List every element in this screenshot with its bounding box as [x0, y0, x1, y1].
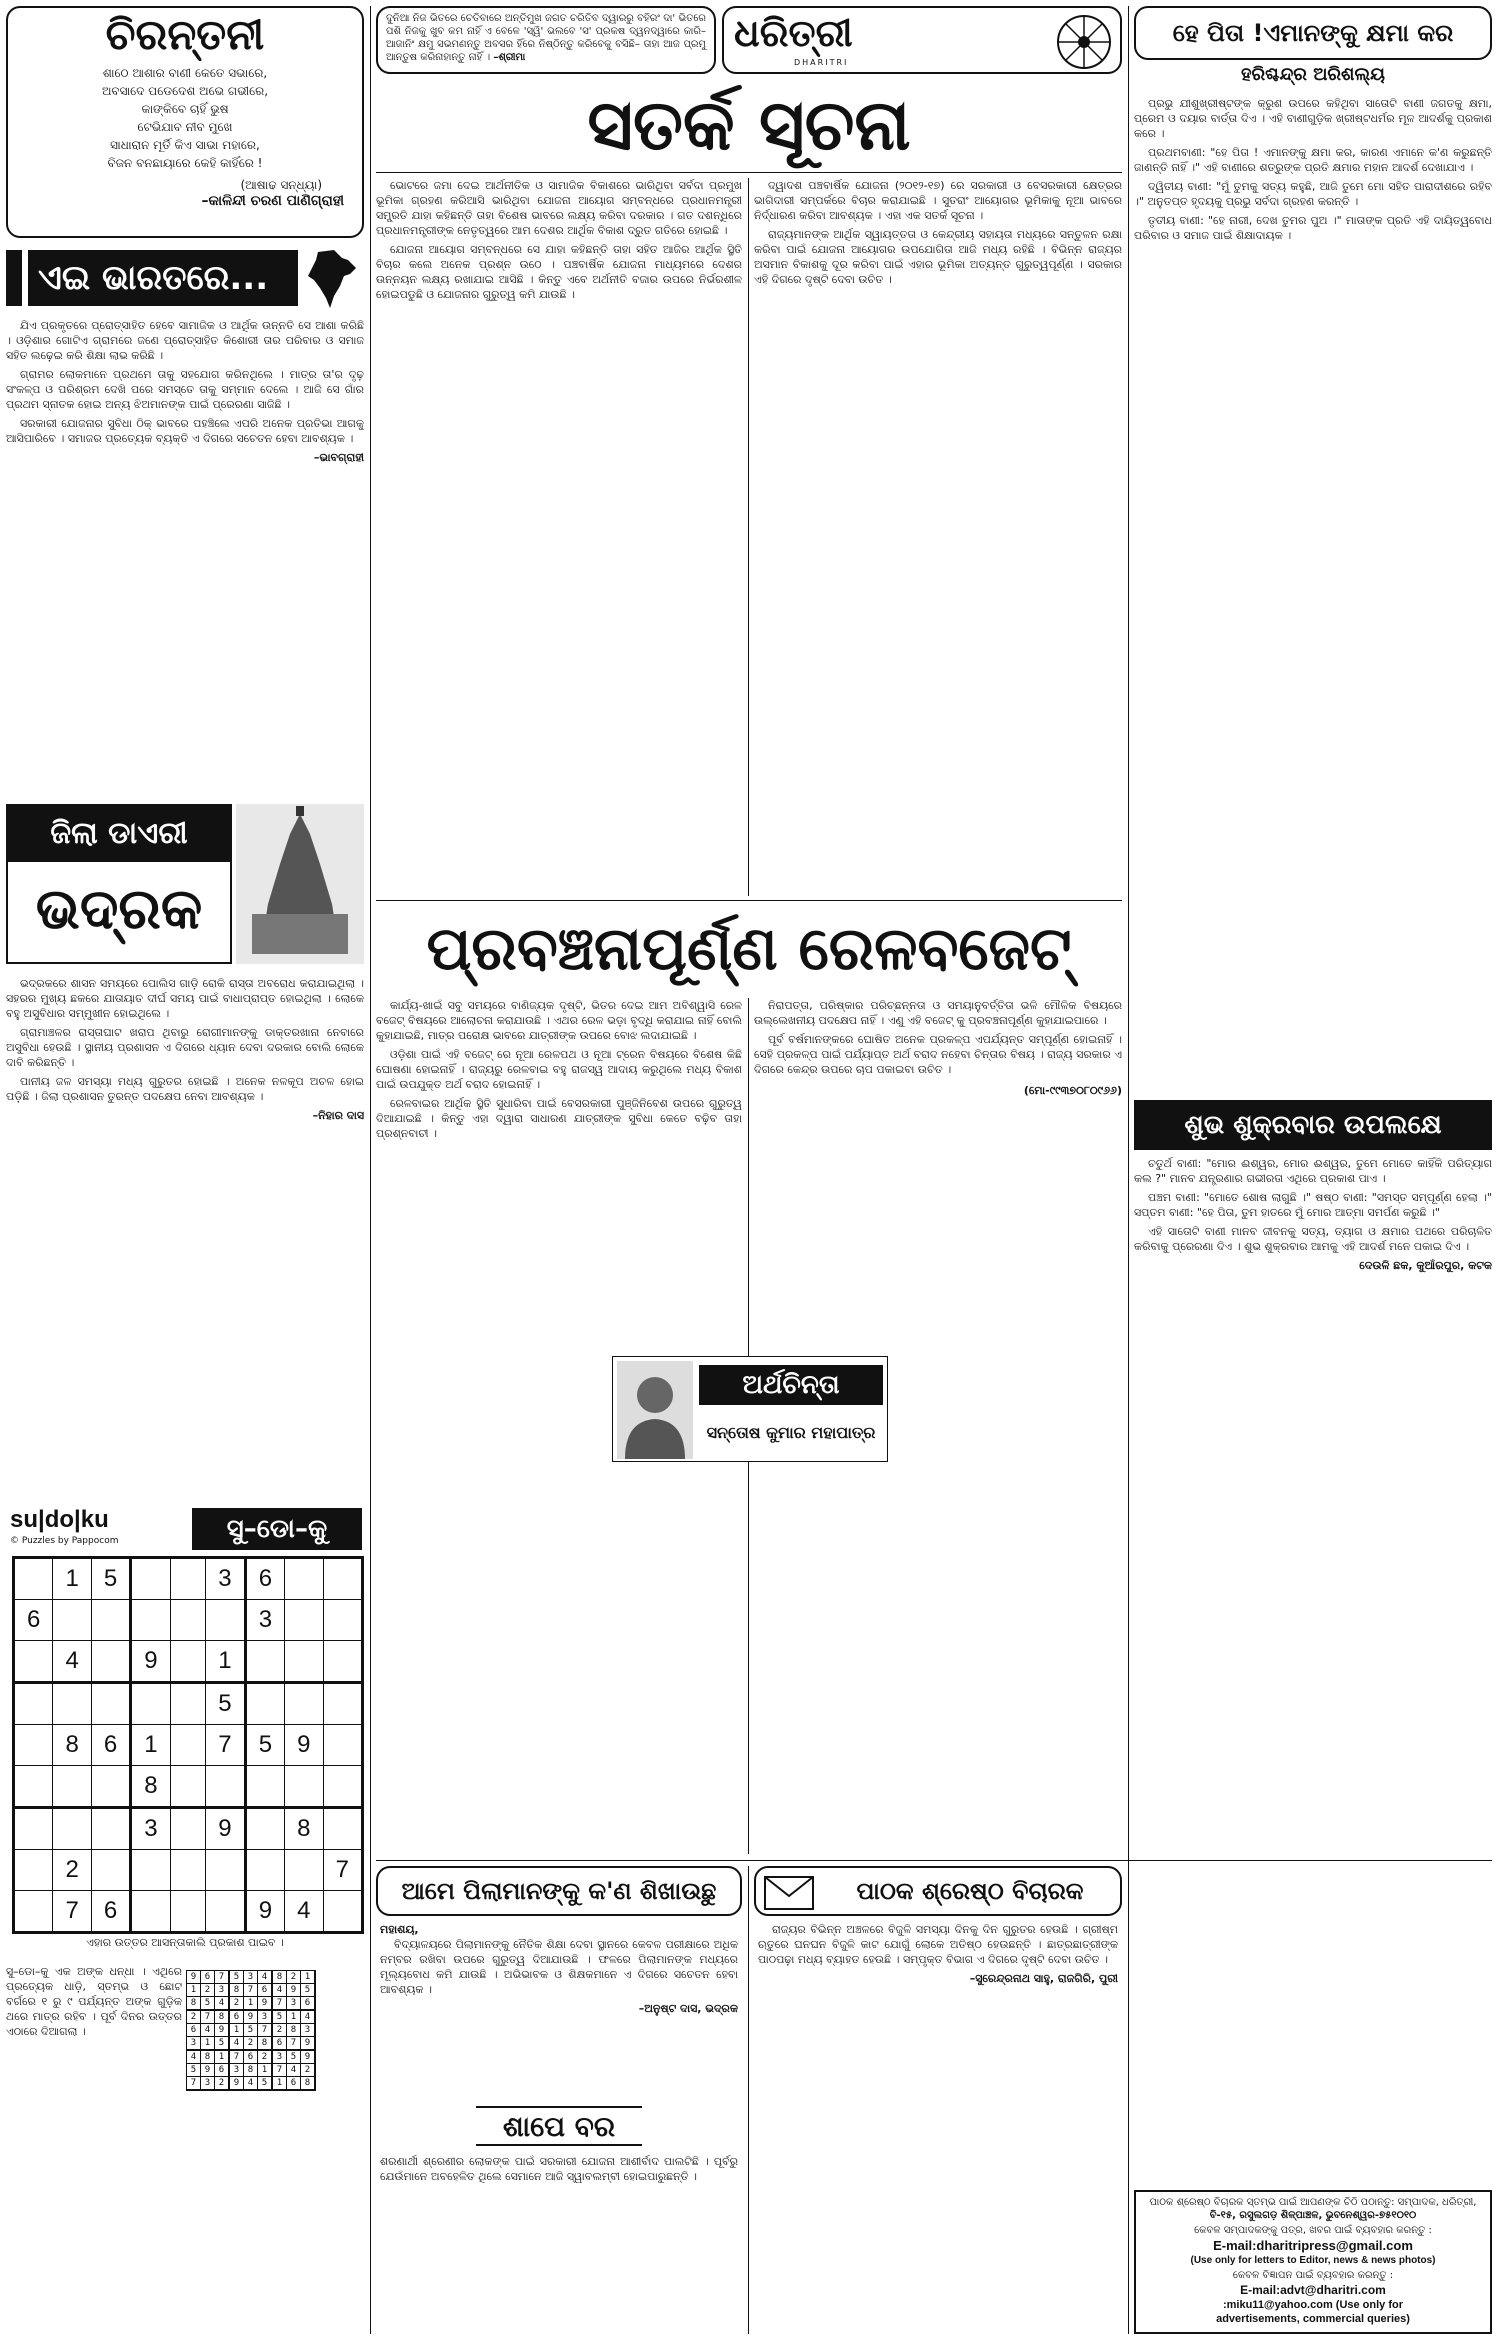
grid-cell: 5	[229, 1971, 244, 1984]
paragraph: ଦ୍ୱାଦଶ ପଞ୍ଚବାର୍ଷିକ ଯୋଜନା (୨୦୧୨-୧୭) ରେ ସରକାରୀ ଓ ବେସରକାରୀ କ୍ଷେତ୍ରର ଭାଗିଦାରୀ ସମ୍ପର୍କରେ ବିଚାର କରାଯାଇଛି । ସୁତରାଂ ଆୟୋଗର ଭୂମିକାକୁ ନୂଆ ଭାବରେ ନିର୍ଦ୍ଧାରଣ କରିବା ଆବଶ୍ୟକ । ଏହା ଏକ ସତର୍କ ସୂଚନା ।	[754, 179, 1122, 222]
grid-cell	[91, 1600, 130, 1641]
grid-cell: 2	[244, 2037, 258, 2051]
grid-cell: 3	[215, 1984, 230, 1997]
grid-cell: 1	[229, 2024, 244, 2037]
hey-pita-address: ଦେଉଳି ଛକ, କୁଆଁରପୁର, କଟକ	[1359, 1259, 1492, 1272]
grid-cell	[170, 1641, 206, 1683]
quote-author: –ଶ୍ରୀମା	[493, 52, 526, 63]
grid-cell: 3	[301, 2024, 316, 2037]
grid-cell: 1	[244, 1997, 258, 2011]
grid-cell: 7	[206, 1725, 245, 1766]
grid-row	[14, 1558, 363, 1600]
grid-row	[187, 2024, 316, 2037]
chirantani-source: (ଆଷାଢ ସନ୍ଧ୍ୟା)	[240, 178, 322, 192]
signoff: –ଅନୁଷ୍ଟ ଦାସ, ଭଦ୍ରକ	[638, 2002, 738, 2015]
grid-cell: 8	[201, 2050, 215, 2064]
grid-cell: 7	[323, 1850, 362, 1891]
grid-cell: 2	[301, 2064, 316, 2077]
pathaka-section	[754, 1866, 1122, 2334]
grid-cell: 6	[244, 2050, 258, 2064]
hey-pita-title: ହେ ପିତା !ଏମାନଙ୍କୁ କ୍ଷମା କର	[1134, 6, 1492, 60]
column-divider	[370, 6, 371, 2334]
chirantani-title: ଚିରନ୍ତନୀ	[105, 10, 265, 59]
hey-pita-body-2	[1134, 1156, 1492, 1756]
grid-cell	[14, 1641, 53, 1683]
grid-cell	[206, 1766, 245, 1808]
column-divider	[1128, 6, 1129, 2334]
grid-cell	[170, 1600, 206, 1641]
jilla-diary-body	[6, 976, 364, 1496]
grid-cell: 4	[187, 2050, 201, 2064]
grid-cell: 2	[187, 2010, 201, 2024]
grid-cell: 1	[301, 1971, 316, 1984]
pathaka-title-box	[754, 1866, 1122, 1916]
ame-pila-title: ଆମେ ପିଲାମାନଙ୍କୁ କ'ଣ ଶିଖାଉଛୁ	[376, 1866, 742, 1916]
grid-row	[187, 2077, 316, 2091]
grid-cell: 3	[258, 2010, 273, 2024]
shape-bara-body: ଶରଣାର୍ଥୀ ଶ୍ରେଣୀର ଲୋକଙ୍କ ପାଇଁ ସରକାରୀ ଯୋଜନା ଆଶୀର୍ବାଦ ପାଲଟିଛି । ପୂର୍ବରୁ ଯେଉଁମାନେ ଅବହେଳିତ ଥିଲେ ସେମାନେ ଆଜି ସ୍ୱାବଲମ୍ବୀ ହୋଇପାରୁଛନ୍ତି ।	[380, 2155, 738, 2183]
paragraph: ପ୍ରଥମବାଣୀ: "ହେ ପିତା ! ଏମାନଙ୍କୁ କ୍ଷମା କର, କାରଣ ଏମାନେ କ'ଣ କରୁଛନ୍ତି ଜାଣନ୍ତି ନାହିଁ ।" ଏହି ବାଣୀରେ ଶତ୍ରୁଙ୍କ ପ୍ରତି କ୍ଷମାର ମହାନ ଆଦର୍ଶ ଦେଖାଯାଏ ।	[1134, 146, 1492, 174]
grid-cell: 7	[287, 2037, 301, 2051]
grid-row	[187, 2037, 316, 2051]
shape-bara-title: ଶାପେ ବର	[476, 2106, 642, 2146]
sudoku-answer-note: ଏହାର ଉତ୍ତର ଆସନ୍ତାକାଲି ପ୍ରକାଶ ପାଇବ ।	[86, 1936, 284, 1949]
grid-cell	[245, 1641, 284, 1683]
grid-cell: 5	[206, 1683, 245, 1725]
sudoku-header	[6, 1504, 364, 1554]
grid-cell: 8	[53, 1725, 91, 1766]
india-map-icon	[298, 246, 364, 312]
verse-line: କାଙ୍କିବେ ଚାହିଁ ଭୁଷ	[141, 102, 229, 116]
grid-cell: 3	[201, 2077, 215, 2091]
rule	[376, 900, 1122, 901]
grid-cell	[14, 1850, 53, 1891]
sudoku-logo: su|do|ku	[10, 1506, 109, 1533]
grid-cell: 8	[272, 1971, 287, 1984]
grid-cell: 4	[244, 2077, 258, 2091]
grid-cell: 6	[215, 2064, 230, 2077]
ame-pila-body	[380, 1922, 738, 2102]
grid-cell	[14, 1558, 53, 1600]
adv-email-link-2[interactable]: :miku11@yahoo.com (Use only for	[1222, 2299, 1404, 2311]
grid-cell	[170, 1891, 206, 1933]
grid-row	[14, 1850, 363, 1891]
header-bar	[6, 250, 22, 306]
grid-cell: 1	[53, 1558, 91, 1600]
grid-cell: 3	[245, 1600, 284, 1641]
paragraph: ରାଜ୍ୟମାନଙ୍କ ଆର୍ଥିକ ସ୍ୱାୟତ୍ତତା ଓ କେନ୍ଦ୍ରୀୟ ସହାୟତା ମଧ୍ୟରେ ସନ୍ତୁଳନ ରକ୍ଷା କରିବା ପାଇଁ ଯୋଜନା ଆୟୋଗର ଉପଯୋଗିତା ଆଜି ମଧ୍ୟ ରହିଛି । ବିଭିନ୍ନ ରାଜ୍ୟର ଅସମାନ ବିକାଶକୁ ଦୂର କରିବା ପାଇଁ ଏହାର ଭୂମିକା ଅତ୍ୟନ୍ତ ଗୁରୁତ୍ୱପୂର୍ଣ୍ଣ । ସରକାର ଏହି ଦିଗରେ ଦୃଷ୍ଟି ଦେବା ଉଚିତ ।	[754, 228, 1122, 286]
grid-cell: 6	[91, 1891, 130, 1933]
verse-line: ଶାଠେ ଆଶାର ବାଣୀ କେତେ ସଭାରେ,	[102, 66, 268, 80]
grid-cell: 9	[131, 1641, 170, 1683]
grid-cell	[245, 1683, 284, 1725]
grid-cell: 6	[187, 2024, 201, 2037]
contact-label: କେବଳ ବିଜ୍ଞାପନ ପାଇଁ ବ୍ୟବହାର କରନ୍ତୁ :	[1232, 2270, 1394, 2281]
grid-cell: 3	[287, 1997, 301, 2011]
grid-cell	[53, 1766, 91, 1808]
grid-cell	[285, 1683, 323, 1725]
grid-cell	[91, 1850, 130, 1891]
grid-cell: 1	[201, 2037, 215, 2051]
grid-cell: 9	[301, 2037, 316, 2051]
grid-cell: 5	[201, 1997, 215, 2011]
editor-email-link[interactable]: E-mail:dharitripress@gmail.com	[1213, 2238, 1413, 2253]
paragraph: ପୂର୍ବ ବର୍ଷମାନଙ୍କରେ ଘୋଷିତ ଅନେକ ପ୍ରକଳ୍ପ ଏପର୍ଯ୍ୟନ୍ତ ସମ୍ପୂର୍ଣ୍ଣ ହୋଇନାହିଁ । ସେହି ପ୍ରକଳ୍ପ ପାଇଁ ପର୍ଯ୍ୟାପ୍ତ ଅର୍ଥ ବରାଦ ନହେବା ଚିନ୍ତାର ବିଷୟ । ରାଜ୍ୟ ସରକାର ଏ ଦିଗରେ କେନ୍ଦ୍ର ଉପରେ ଚାପ ପକାଇବା ଉଚିତ ।	[754, 1033, 1122, 1076]
grid-cell: 4	[301, 2010, 316, 2024]
grid-row	[14, 1683, 363, 1725]
grid-cell	[323, 1891, 362, 1933]
grid-cell	[323, 1600, 362, 1641]
grid-cell: 2	[258, 2050, 273, 2064]
grid-cell: 4	[53, 1641, 91, 1683]
grid-cell: 4	[285, 1891, 323, 1933]
grid-cell	[245, 1766, 284, 1808]
jilla-diary-label-box	[6, 804, 232, 964]
paragraph: ଦ୍ୱିତୀୟ ବାଣୀ: "ମୁଁ ତୁମକୁ ସତ୍ୟ କହୁଛି, ଆଜି ତୁମେ ମୋ ସହିତ ପାରାଦୀଶରେ ରହିବ ।" ଅନୁତପ୍ତ ହୃଦୟକୁ ପ୍ରଭୁ ସର୍ବଦା ଗ୍ରହଣ କରନ୍ତି ।	[1134, 180, 1492, 208]
grid-cell: 6	[301, 1997, 316, 2011]
grid-cell	[170, 1558, 206, 1600]
grid-cell: 6	[287, 2077, 301, 2091]
grid-cell: 8	[301, 2077, 316, 2091]
grid-cell	[170, 1808, 206, 1850]
grid-row	[14, 1766, 363, 1808]
grid-cell	[206, 1891, 245, 1933]
grid-cell: 9	[285, 1725, 323, 1766]
grid-cell	[323, 1725, 362, 1766]
sudoku-solution-grid	[186, 1970, 316, 2091]
grid-cell: 1	[287, 2010, 301, 2024]
grid-cell	[53, 1600, 91, 1641]
grid-cell: 9	[245, 1891, 284, 1933]
grid-cell	[323, 1558, 362, 1600]
grid-cell: 3	[244, 1971, 258, 1984]
grid-cell: 7	[272, 1997, 287, 2011]
sudoku-grid	[12, 1556, 364, 1934]
grid-cell: 4	[201, 2024, 215, 2037]
grid-cell	[170, 1683, 206, 1725]
grid-row	[14, 1725, 363, 1766]
grid-cell	[285, 1641, 323, 1683]
grid-cell	[14, 1683, 53, 1725]
grid-cell	[14, 1725, 53, 1766]
grid-cell	[285, 1850, 323, 1891]
grid-row	[14, 1641, 363, 1683]
grid-cell: 7	[215, 1971, 230, 1984]
verse-line: ଟେଭିଯାବ ନୀବ ମୁଖେ	[137, 120, 233, 134]
good-friday-banner: ଶୁଭ ଶୁକ୍ରବାର ଉପଲକ୍ଷେ	[1134, 1100, 1492, 1150]
masthead-sub: DHARITRI	[794, 58, 849, 67]
contact-note: advertisements, commercial queries)	[1216, 2313, 1410, 2325]
grid-cell: 5	[245, 1725, 284, 1766]
paragraph: ପ୍ରଭୁ ଯୀଶୁଖ୍ରୀଷ୍ଟଙ୍କ କ୍ରୁଶ ଉପରେ କହିଥିବା ସାତୋଟି ବାଣୀ ଜଗତକୁ କ୍ଷମା, ପ୍ରେମ ଓ ଦୟାର ବାର୍ତ୍ତା ଦିଏ । ଏହି ବାଣୀଗୁଡ଼ିକ ଖ୍ରୀଷ୍ଟଧର୍ମର ମୂଳ ଆଦର୍ଶକୁ ପ୍ରକାଶ କରେ ।	[1134, 97, 1492, 140]
adv-email-link[interactable]: E-mail:advt@dharitri.com	[1240, 2283, 1386, 2297]
grid-row	[187, 1984, 316, 1997]
grid-cell: 1	[215, 2050, 230, 2064]
rule	[376, 1860, 1492, 1861]
grid-cell: 4	[215, 1997, 230, 2011]
grid-cell	[14, 1891, 53, 1933]
masthead	[722, 6, 1122, 74]
grid-cell: 5	[215, 2037, 230, 2051]
grid-cell: 9	[229, 2077, 244, 2091]
grid-cell	[91, 1766, 130, 1808]
grid-row	[14, 1891, 363, 1933]
verse-line: ଅବସାଦେ ପଡେଦେଶ ଅଭେ ଗଭୀରେ,	[101, 84, 269, 98]
pathaka-body	[758, 1922, 1118, 2222]
ei-bharatare-title: ଏଇ ଭାରତରେ...	[28, 250, 298, 306]
grid-cell: 9	[258, 1997, 273, 2011]
grid-cell: 9	[206, 1808, 245, 1850]
grid-cell: 1	[258, 2064, 273, 2077]
grid-cell	[323, 1766, 362, 1808]
grid-cell: 1	[187, 1984, 201, 1997]
grid-cell: 6	[258, 1984, 273, 1997]
grid-cell: 7	[272, 2064, 287, 2077]
grid-cell: 1	[206, 1641, 245, 1683]
jilla-diary-author: –ନିହାର ଦାସ	[312, 1109, 364, 1122]
grid-cell: 5	[287, 2050, 301, 2064]
paragraph: ଏହି ସାତୋଟି ବାଣୀ ମାନବ ଜୀବନକୁ ସତ୍ୟ, ତ୍ୟାଗ ଓ କ୍ଷମାର ପଥରେ ପରିଚାଳିତ କରିବାକୁ ପ୍ରେରଣା ଦିଏ । ଶୁଭ ଶୁକ୍ରବାର ଆମକୁ ଏହି ଆଦର୍ଶ ମନେ ପକାଇ ଦିଏ ।	[1134, 1225, 1492, 1253]
grid-cell: 3	[131, 1808, 170, 1850]
grid-cell: 4	[258, 1971, 273, 1984]
ei-bharatare-body	[6, 318, 364, 798]
ei-bharatare-author: –ଭାବଗ୍ରାହୀ	[313, 451, 364, 464]
paragraph: ଭଦ୍ରକରେ ଶାସନ ସମୟରେ ପୋଲିସ ଗାଡ଼ି ରୋକି ରାସ୍ତା ଅବରୋଧ କରାଯାଇଥିଲା । ସହରର ମୁଖ୍ୟ ଛକରେ ଯାତାୟାତ ଦୀର୍ଘ ସମୟ ପାଇଁ ବାଧାପ୍ରାପ୍ତ ହୋଇଥିଲା । ଲୋକେ ବହୁ ଅସୁବିଧାର ସମ୍ମୁଖୀନ ହୋଇଥିଲେ ।	[6, 977, 364, 1020]
chirantani-box	[6, 6, 364, 238]
editorial-col-2	[754, 178, 1122, 896]
grid-cell: 8	[285, 1808, 323, 1850]
contact-note: (Use only for letters to Editor, news & news photos)	[1190, 2255, 1436, 2266]
grid-cell: 2	[272, 2024, 287, 2037]
paragraph: ଚତୁର୍ଥ ବାଣୀ: "ମୋର ଈଶ୍ୱର, ମୋର ଈଶ୍ୱର, ତୁମେ ମୋତେ କାହିଁକି ପରିତ୍ୟାଗ କଲ ?" ମାନବ ଯନ୍ତ୍ରଣାର ଗଭୀରତା ଏଥିରେ ପ୍ରକାଶ ପାଏ ।	[1134, 1157, 1492, 1185]
paragraph: ବିଦ୍ୟାଳୟରେ ପିଲାମାନଙ୍କୁ ନୈତିକ ଶିକ୍ଷା ଦେବା ସ୍ଥାନରେ କେବଳ ପରୀକ୍ଷାରେ ଅଧିକ ନମ୍ବର ରଖିବା ଉପରେ ଗୁରୁତ୍ୱ ଦିଆଯାଉଛି । ଫଳରେ ପିଲାମାନଙ୍କ ମଧ୍ୟରେ ମୂଲ୍ୟବୋଧ କମି ଯାଉଛି । ଅଭିଭାବକ ଓ ଶିକ୍ଷକମାନେ ଏ ଦିଗରେ ସଚେତନ ହେବା ଆବଶ୍ୟକ ।	[380, 1938, 738, 1996]
arthachinta-box	[612, 1356, 888, 1462]
grid-cell	[245, 1808, 284, 1850]
quote-text: ଦୁନିଆ ନିଜ ଭିତରେ ଚେତିବାରେ ଅନ୍ତିମୁଖ ଜଗତ ଚରିତିବ ଦ୍ୱାରରୁ ବହିରଂ ଦା' ଭିତରେ ପଶି ନିଜକୁ ଖୁବ କମ ନାହିଁ ଏ ବେଳେ 'ସ୍ୱି' ଭଲବେ 'ସ' ପ୍ରକଷ ଦ୍ୱନଦ୍ୱାରେ କାରି– ଆଜାନିଂ କ୍ଷମୁ ସଭମଣନ୍ତୁ ଅବସର ହିଁରେ ନିଷ୍ଠିନ୍ତୁ କରିବେକୁ ବସିଛି– ତାହା ଆଜ ପ୍ରମୁ ଆନ୍ତୁଷ କରିନାହାନ୍ତୁ ନାହିଁ ।	[386, 13, 706, 63]
grid-cell	[131, 1600, 170, 1641]
grid-cell: 6	[91, 1725, 130, 1766]
grid-cell: 1	[272, 2077, 287, 2091]
grid-cell	[14, 1766, 53, 1808]
verse-line: ବିଜନ ବନଛାୟାରେ କେହି କାହିଁରେ !	[107, 156, 263, 170]
contact-label: କେବଳ ସମ୍ପାଦକଙ୍କୁ ପତ୍ର, ଖବର ପାଇଁ ବ୍ୟବହାର କରନ୍ତୁ :	[1194, 2225, 1432, 2236]
signoff: –ସୁରେନ୍ଦ୍ରନାଥ ସାହୁ, ରାଜଗିରି, ପୁରୀ	[969, 1972, 1118, 1985]
rail-article-author: ସନ୍ତୋଷ କୁମାର ମହାପାତ୍ର	[706, 1423, 876, 1442]
grid-cell: 8	[131, 1766, 170, 1808]
editorial-col-1	[376, 178, 742, 896]
jilla-diary-header	[6, 804, 364, 970]
rule	[376, 172, 1122, 173]
grid-cell	[285, 1766, 323, 1808]
paragraph: ତୃତୀୟ ବାଣୀ: "ହେ ନାରୀ, ଦେଖ ତୁମର ପୁଅ ।" ମାତାଙ୍କ ପ୍ରତି ଏହି ଦାୟିତ୍ୱବୋଧ ପରିବାର ଓ ସମାଜ ପାଇଁ ଶିକ୍ଷାଦାୟକ ।	[1134, 214, 1492, 242]
sudoku-rules: ସୁ–ଡୋ–କୁ ଏକ ଅଙ୍କ ଧନ୍ଧା । ଏଥିରେ ପ୍ରତ୍ୟେକ ଧାଡ଼ି, ସ୍ତମ୍ଭ ଓ ଛୋଟ ବର୍ଗରେ ୧ ରୁ ୯ ପର୍ଯ୍ୟନ୍ତ ଅଙ୍କ ଗୁଡ଼ିକ ଥରେ ମାତ୍ର ରହିବ । ପୂର୍ବ ଦିନର ଉତ୍ତର ଏଠାରେ ଦିଆଗଲା ।	[6, 1965, 182, 2038]
grid-cell	[91, 1808, 130, 1850]
grid-cell: 6	[245, 1558, 284, 1600]
grid-cell: 5	[301, 1984, 316, 1997]
contact-line: ବି-୧୫, ରସୁଲଗଡ଼ ଶିଳ୍ପାଞ୍ଚଳ, ଭୁବନେଶ୍ୱର-୭୫୧୦୧୦	[1209, 2210, 1417, 2221]
grid-cell: 7	[244, 1984, 258, 1997]
grid-cell: 7	[53, 1891, 91, 1933]
pathaka-title: ପାଠକ ଶ୍ରେଷ୍ଠ ବିଚାରକ	[856, 1877, 1084, 1905]
grid-cell: 8	[187, 1997, 201, 2011]
grid-row	[187, 2050, 316, 2064]
grid-cell: 6	[229, 2010, 244, 2024]
masthead-name: ଧରିତ୍ରୀ	[734, 10, 853, 55]
rail-contact: (ମୋ-୯୯୩୭୦୮୦୯୬୬)	[1023, 1084, 1122, 1097]
sudoku-grid-container	[12, 1556, 364, 1936]
verse-line: ସାଧାରାନ ମୂର୍ତି କିଏ ସାଭା ମହାରେ,	[110, 138, 260, 152]
editorial-title: ସତର୍କ ସୂଚନା	[587, 84, 911, 166]
grid-cell: 4	[229, 2037, 244, 2051]
paragraph: ସରକାରୀ ଯୋଜନାର ସୁବିଧା ଠିକ୍ ଭାବରେ ପହଞ୍ଚିଲେ ଏପରି ଅନେକ ପ୍ରତିଭା ଆଗକୁ ଆସିପାରିବେ । ସମାଜର ପ୍ରତ୍ୟେକ ବ୍ୟକ୍ତି ଏ ଦିଗରେ ସଚେତନ ହେବା ଆବଶ୍ୟକ ।	[6, 417, 364, 445]
grid-row	[14, 1808, 363, 1850]
grid-cell	[206, 1850, 245, 1891]
column-divider	[748, 178, 749, 896]
grid-cell: 2	[229, 1997, 244, 2011]
grid-cell	[91, 1683, 130, 1725]
grid-cell: 3	[206, 1558, 245, 1600]
grid-cell: 8	[287, 2024, 301, 2037]
paragraph: ପଞ୍ଚମ ବାଣୀ: "ମୋତେ ଶୋଷ ଲାଗୁଛି ।" ଷଷ୍ଠ ବାଣୀ: "ସମସ୍ତ ସମ୍ପୂର୍ଣ୍ଣ ହେଲା ।" ସପ୍ତମ ବାଣୀ: "ହେ ପିତା, ତୁମ ହାତରେ ମୁଁ ମୋର ଆତ୍ମା ସମର୍ପଣ କରୁଛି ।"	[1134, 1191, 1492, 1219]
grid-cell	[323, 1683, 362, 1725]
grid-row	[187, 1997, 316, 2011]
grid-cell	[14, 1808, 53, 1850]
grid-cell	[131, 1683, 170, 1725]
rail-article-title: ପ୍ରବଞ୍ଚନାପୂର୍ଣ୍ଣ ରେଳବଜେଟ୍	[426, 914, 1072, 984]
temple-photo-icon	[236, 804, 364, 964]
grid-cell: 8	[215, 2010, 230, 2024]
hey-pita-author: ହରିଶ୍ଚନ୍ଦ୍ର ଅରିଶଲ୍ୟ	[1241, 64, 1385, 85]
paragraph: ଭୋଟରେ ଜମା ଦେଇ ଆର୍ଥନୀତିକ ଓ ସାମାଜିକ ବିକାଶରେ ଭାରିଥିବା ସର୍ବଦା ପ୍ରମୁଖ ଭୂମିକା ଗ୍ରହଣ କରିଆସି ଭାରିଥିବା ଯୋଜନା ଆୟୋଗ ସମ୍ବନ୍ଧରେ ପ୍ରଧାନମନ୍ତ୍ରୀ ସମ୍ପ୍ରତି ଯାହା କହିଛନ୍ତି ତାହା ବିଶେଷ ଭାବରେ ଲକ୍ଷ୍ୟ କରିବା ଦରକାର । ଗତ ଦଶନ୍ଧିରେ ପ୍ରଧାନମନ୍ତ୍ରୀଙ୍କ ନେତୃତ୍ୱରେ ଆମ ଦେଶର ଆର୍ଥିକ ବିକାଶ ଦ୍ରୁତ ଗତିରେ ହୋଇଛି ।	[376, 179, 742, 237]
paragraph: କାର୍ଯ୍ୟ-ଖାଇଁ ସବୁ ସମୟରେ ବାଣିଜ୍ୟକ ଦୃଷ୍ଟି, ଭିତର ଦେଇ ଆମ ଅବିଶ୍ୱାସି ରେଳ ବଜେଟ୍ ବିଷୟରେ ଆଲୋଚନା କରାଯାଉଛି । ଏଥର ରେଳ ଭଡ଼ା ବୃଦ୍ଧି କରାଯାଇ ନାହିଁ ବୋଲି କୁହାଯାଇଛି, ମାତ୍ର ପରୋକ୍ଷ ଭାବରେ ଯାତ୍ରୀଙ୍କ ଉପରେ ବୋଝ ଲଦାଯାଇଛି ।	[376, 999, 742, 1042]
grid-cell	[53, 1808, 91, 1850]
grid-cell: 9	[201, 2064, 215, 2077]
quote-strip	[376, 6, 716, 74]
grid-cell	[323, 1808, 362, 1850]
grid-cell: 4	[287, 2064, 301, 2077]
ei-bharatare-header	[6, 246, 364, 312]
grid-cell	[53, 1683, 91, 1725]
grid-cell: 8	[229, 1984, 244, 1997]
grid-cell: 6	[272, 2037, 287, 2051]
contact-line: ପାଠକ ଶ୍ରେଷ୍ଠ ବିଚାରକ ସ୍ତମ୍ଭ ପାଇଁ ଆପଣଙ୍କ ଚିଠି ପଠାନ୍ତୁ: ସମ୍ପାଦକ, ଧରିତ୍ରୀ,	[1149, 2197, 1477, 2208]
grid-cell: 9	[215, 2024, 230, 2037]
grid-cell: 3	[272, 2050, 287, 2064]
grid-cell: 9	[187, 1971, 201, 1984]
jilla-diary-district: ଭଦ୍ରକ	[35, 877, 203, 942]
grid-cell	[131, 1850, 170, 1891]
grid-cell: 7	[187, 2077, 201, 2091]
grid-cell	[131, 1558, 170, 1600]
grid-cell: 3	[187, 2037, 201, 2051]
grid-cell: 7	[201, 2010, 215, 2024]
salutation: ମହାଶୟ,	[380, 1923, 419, 1936]
grid-cell: 5	[187, 2064, 201, 2077]
grid-cell	[206, 1600, 245, 1641]
paragraph: ଯୋଜନା ଆୟୋଗ ସମ୍ବନ୍ଧରେ ସେ ଯାହା କହିଛନ୍ତି ତାହା ସହିତ ଆଜିର ଆର୍ଥିକ ସ୍ଥିତି ବିଚାର କଲେ ଅନେକ ପ୍ରଶ୍ନ ଉଠେ । ପଞ୍ଚବାର୍ଷିକ ଯୋଜନା ମାଧ୍ୟମରେ ଦେଶର ଉନ୍ନୟନ ଲକ୍ଷ୍ୟ ରଖାଯାଇ ଆସିଛି । କିନ୍ତୁ ଏବେ ଅର୍ଥନୀତି ବଜାର ଉପରେ ନିର୍ଭରଶୀଳ ହୋଇପଡୁଛି ଓ ଯୋଜନାର ଗୁରୁତ୍ୱ କମି ଯାଉଛି ।	[376, 243, 742, 301]
grid-cell: 5	[272, 2010, 287, 2024]
sudoku-credit: © Puzzles by Pappocom	[10, 1536, 119, 1546]
masthead-wheel-icon	[1054, 12, 1114, 72]
grid-cell	[170, 1725, 206, 1766]
ame-pila-section	[376, 1866, 742, 2334]
grid-cell	[285, 1600, 323, 1641]
paragraph: ରାଜ୍ୟର ବିଭିନ୍ନ ଅଞ୍ଚଳରେ ବିଜୁଳି ସମସ୍ୟା ଦିନକୁ ଦିନ ଗୁରୁତର ହେଉଛି । ଗ୍ରୀଷ୍ମ ଋତୁରେ ଘନଘନ ବିଜୁଳି କାଟ ଯୋଗୁଁ ଲୋକେ ଅତିଷ୍ଠ ହେଉଛନ୍ତି । ଛାତ୍ରଛାତ୍ରୀଙ୍କ ପାଠପଢ଼ା ମଧ୍ୟ ବ୍ୟାହତ ହେଉଛି । ସମ୍ପୃକ୍ତ ବିଭାଗ ଏ ଦିଗରେ ଦୃଷ୍ଟି ଦେବା ଉଚିତ ।	[758, 1923, 1118, 1966]
grid-cell: 5	[244, 2024, 258, 2037]
grid-cell: 5	[258, 2077, 273, 2091]
grid-cell	[131, 1891, 170, 1933]
grid-cell	[245, 1850, 284, 1891]
grid-cell: 6	[201, 1971, 215, 1984]
grid-cell: 4	[272, 1984, 287, 1997]
grid-row	[187, 1971, 316, 1984]
grid-cell	[170, 1850, 206, 1891]
envelope-icon	[764, 1876, 814, 1910]
paragraph: ଗ୍ରାମାଞ୍ଚଳର ରାସ୍ତାଘାଟ ଖରାପ ଥିବାରୁ ରୋଗୀମାନଙ୍କୁ ଡାକ୍ତରଖାନା ନେବାରେ ଅସୁବିଧା ହେଉଛି । ସ୍ଥାନୀୟ ପ୍ରଶାସନ ଏ ଦିଗରେ ଧ୍ୟାନ ଦେବା ଦରକାର ବୋଲି ଲୋକେ ଦାବି କରିଛନ୍ତି ।	[6, 1026, 364, 1069]
grid-cell: 7	[229, 2050, 244, 2064]
grid-cell: 2	[287, 1971, 301, 1984]
sudoku-title: ସୁ–ଡୋ–କୁ	[192, 1508, 362, 1550]
paragraph: ଯିଏ ପ୍ରକୃତରେ ପ୍ରୋତ୍ସାହିତ ହେବେ ସାମାଜିକ ଓ ଆର୍ଥିକ ଉନ୍ନତି ସେ ଆଶା କରିଛି । ଓଡ଼ିଶାର ଗୋଟିଏ ଗ୍ରାମରେ ଜଣେ ପ୍ରୋତ୍ସାହିତ କିଶୋରୀ ତାର ପରିବାର ଓ ସମାଜ ସହିତ ଲଢ଼େଇ କରି ଶିକ୍ଷା ଲାଭ କରିଛି ।	[6, 319, 364, 362]
column-divider	[748, 1866, 749, 2334]
grid-cell: 9	[244, 2010, 258, 2024]
chirantani-author: –କାଳିନ୍ଦୀ ଚରଣ ପାଣିଗ୍ରାହୀ	[201, 193, 344, 209]
chirantani-verse	[8, 64, 362, 172]
grid-cell: 1	[131, 1725, 170, 1766]
grid-cell	[323, 1641, 362, 1683]
grid-cell: 6	[14, 1600, 53, 1641]
arthachinta-label: ଅର୍ଥଚିନ୍ତା	[699, 1365, 883, 1405]
paragraph: ପାନୀୟ ଜଳ ସମସ୍ୟା ମଧ୍ୟ ଗୁରୁତର ହୋଇଛି । ଅନେକ ନଳକୂପ ଅଚଳ ହୋଇ ପଡ଼ିଛି । ଜିଲା ପ୍ରଶାସନ ତୁରନ୍ତ ପଦକ୍ଷେପ ନେବା ଆବଶ୍ୟକ ।	[6, 1075, 364, 1103]
grid-cell: 8	[258, 2037, 273, 2051]
contact-box	[1134, 2190, 1492, 2334]
grid-cell	[285, 1558, 323, 1600]
grid-cell: 8	[244, 2064, 258, 2077]
paragraph: ରେଳବାଇର ଆର୍ଥିକ ସ୍ଥିତି ସୁଧାରିବା ପାଇଁ ବେସରକାରୀ ପୁଞ୍ଜିନିବେଶ ଉପରେ ଗୁରୁତ୍ୱ ଦିଆଯାଇଛି । କିନ୍ତୁ ଏହା ଦ୍ୱାରା ସାଧାରଣ ଯାତ୍ରୀଙ୍କ ସୁବିଧା କେତେ ବଢ଼ିବ ତାହା ପ୍ରଶ୍ନବାଚୀ ।	[376, 1097, 742, 1140]
grid-row	[14, 1600, 363, 1641]
grid-cell: 2	[201, 1984, 215, 1997]
grid-cell	[91, 1641, 130, 1683]
grid-cell: 9	[287, 1984, 301, 1997]
paragraph: ଓଡ଼ିଶା ପାଇଁ ଏହି ବଜେଟ୍ ରେ ନୂଆ ରେଳପଥ ଓ ନୂଆ ଟ୍ରେନ ବିଷୟରେ ବିଶେଷ କିଛି ଘୋଷଣା ହୋଇନାହିଁ । ରାଜ୍ୟରୁ ରେଳବାଇ ବହୁ ରାଜସ୍ୱ ଆଦାୟ କରୁଥିଲେ ମଧ୍ୟ ବିକାଶ ପାଇଁ ଉପଯୁକ୍ତ ଅର୍ଥ ବରାଦ ହୋଇନାହିଁ ।	[376, 1048, 742, 1091]
grid-cell: 5	[91, 1558, 130, 1600]
grid-cell: 2	[53, 1850, 91, 1891]
paragraph: ଗ୍ରାମର ଲୋକମାନେ ପ୍ରଥମେ ତାକୁ ସହଯୋଗ କରିନଥିଲେ । ମାତ୍ର ତା'ର ଦୃଢ଼ ସଂକଳ୍ପ ଓ ପରିଶ୍ରମ ଦେଖି ପରେ ସମସ୍ତେ ତାକୁ ସମ୍ମାନ ଦେଲେ । ଆଜି ସେ ଗାଁର ପ୍ରଥମ ସ୍ନାତକ ହୋଇ ଅନ୍ୟ ଝିଅମାନଙ୍କ ପାଇଁ ପ୍ରେରଣା ସାଜିଛି ।	[6, 368, 364, 411]
grid-cell: 9	[301, 2050, 316, 2064]
grid-row	[187, 2010, 316, 2024]
grid-cell: 7	[258, 2024, 273, 2037]
jilla-diary-label: ଜିଲା ଡାଏରୀ	[8, 806, 230, 862]
grid-row	[187, 2064, 316, 2077]
hey-pita-body	[1134, 96, 1492, 1096]
grid-cell	[170, 1766, 206, 1808]
grid-cell: 3	[229, 2064, 244, 2077]
author-photo-icon	[617, 1361, 693, 1459]
grid-cell: 2	[215, 2077, 230, 2091]
paragraph: ନିରାପତ୍ତା, ପରିଷ୍କାର ପରିଚ୍ଛନ୍ନତା ଓ ସମୟାନୁବର୍ତ୍ତିତା ଭଳି ମୌଳିକ ବିଷୟରେ ଉଲ୍ଲେଖନୀୟ ପଦକ୍ଷେପ ନାହିଁ । ଏଣୁ ଏହି ବଜେଟ୍ କୁ ପ୍ରବଞ୍ଚନାପୂର୍ଣ୍ଣ କୁହାଯାଇପାରେ ।	[754, 999, 1122, 1027]
sudoku-solution-container	[186, 1970, 362, 2120]
